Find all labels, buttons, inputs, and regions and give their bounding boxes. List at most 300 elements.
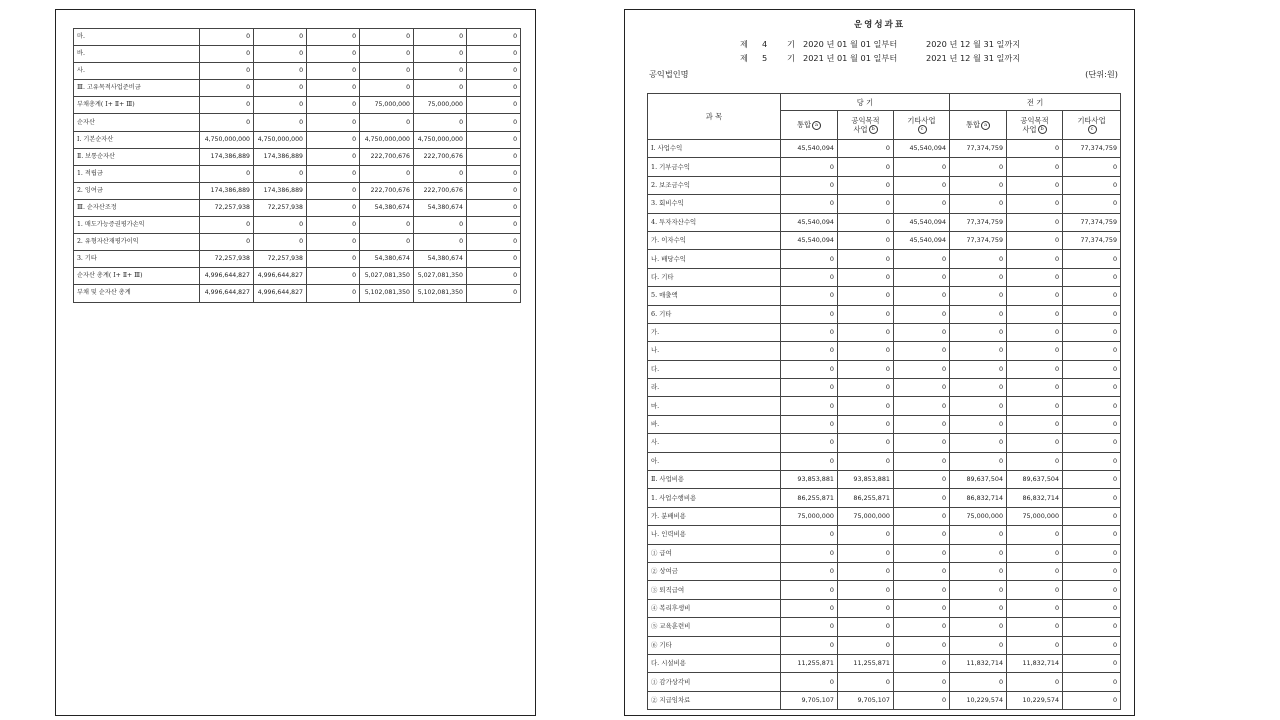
amount-cell: 0 xyxy=(894,489,950,507)
table-row xyxy=(648,250,1121,268)
amount-cell: 0 xyxy=(894,562,950,580)
amount-cell: 0 xyxy=(1063,618,1121,636)
amount-cell: 0 xyxy=(1063,195,1121,213)
amount-cell: 0 xyxy=(894,618,950,636)
amount-cell: 0 xyxy=(950,195,1007,213)
amount-cell: 0 xyxy=(1063,287,1121,305)
amount-cell: 222,700,676 xyxy=(360,182,414,199)
table-row xyxy=(648,581,1121,599)
amount-cell: 0 xyxy=(894,268,950,286)
table-row xyxy=(74,199,521,216)
row-label: Ⅲ. 순자산조정 xyxy=(74,199,200,216)
table-row xyxy=(648,471,1121,489)
amount-cell: 0 xyxy=(414,217,467,234)
row-label: 바. xyxy=(648,415,781,433)
amount-cell: 0 xyxy=(414,29,467,46)
amount-cell: 0 xyxy=(467,114,521,131)
amount-cell: 0 xyxy=(894,526,950,544)
amount-cell: 0 xyxy=(838,562,894,580)
amount-cell: 0 xyxy=(1007,213,1063,231)
amount-cell: 0 xyxy=(781,618,838,636)
amount-cell: 0 xyxy=(894,507,950,525)
amount-cell: 0 xyxy=(360,80,414,97)
amount-cell: 0 xyxy=(894,397,950,415)
amount-cell: 54,380,674 xyxy=(360,251,414,268)
amount-cell: 0 xyxy=(894,323,950,341)
amount-cell: 0 xyxy=(838,434,894,452)
table-row xyxy=(74,63,521,80)
table-row xyxy=(74,46,521,63)
amount-cell: 0 xyxy=(360,114,414,131)
amount-cell: 0 xyxy=(307,285,360,302)
table-row xyxy=(74,114,521,131)
amount-cell: 0 xyxy=(781,599,838,617)
amount-cell: 0 xyxy=(1063,323,1121,341)
amount-cell: 0 xyxy=(894,654,950,672)
amount-cell: 0 xyxy=(360,29,414,46)
amount-cell: 0 xyxy=(838,158,894,176)
amount-cell: 0 xyxy=(1007,140,1063,158)
amount-cell: 0 xyxy=(1007,434,1063,452)
row-label: 다. 기타 xyxy=(648,268,781,286)
amount-cell: 0 xyxy=(838,323,894,341)
amount-cell: 0 xyxy=(950,397,1007,415)
corporation-name-label: 공익법인명 xyxy=(649,69,689,79)
amount-cell: 0 xyxy=(838,673,894,691)
amount-cell: 0 xyxy=(254,46,307,63)
row-label: 3. 기타 xyxy=(74,251,200,268)
amount-cell: 0 xyxy=(1007,618,1063,636)
amount-cell: 0 xyxy=(838,379,894,397)
amount-cell: 4,750,000,000 xyxy=(254,131,307,148)
amount-cell: 0 xyxy=(894,305,950,323)
table-row xyxy=(74,217,521,234)
fiscal-period-current: 제 4 기 2020 년 01 월 01 일부터 2020 년 12 월 31 일까지 xyxy=(740,39,1021,49)
amount-cell: 54,380,674 xyxy=(414,251,467,268)
amount-cell: 0 xyxy=(838,231,894,249)
amount-cell: 4,750,000,000 xyxy=(360,131,414,148)
row-label: 순자산 xyxy=(74,114,200,131)
row-label: Ⅰ. 사업수익 xyxy=(648,140,781,158)
table-row xyxy=(648,231,1121,249)
table-row xyxy=(648,195,1121,213)
amount-cell: 0 xyxy=(1007,176,1063,194)
amount-cell: 45,540,094 xyxy=(894,231,950,249)
amount-cell: 0 xyxy=(950,176,1007,194)
amount-cell: 0 xyxy=(1063,176,1121,194)
amount-cell: 86,832,714 xyxy=(950,489,1007,507)
amount-cell: 0 xyxy=(950,268,1007,286)
amount-cell: 0 xyxy=(894,379,950,397)
amount-cell: 0 xyxy=(200,114,254,131)
amount-cell: 0 xyxy=(894,544,950,562)
row-label: ① 급여 xyxy=(648,544,781,562)
table-row xyxy=(648,305,1121,323)
amount-cell: 0 xyxy=(894,287,950,305)
amount-cell: 0 xyxy=(894,250,950,268)
amount-cell: 0 xyxy=(307,114,360,131)
amount-cell: 0 xyxy=(1007,415,1063,433)
amount-cell: 0 xyxy=(1007,562,1063,580)
amount-cell: 54,380,674 xyxy=(414,199,467,216)
amount-cell: 0 xyxy=(838,250,894,268)
amount-cell: 0 xyxy=(467,199,521,216)
amount-cell: 0 xyxy=(200,46,254,63)
row-label: 가. 이자수익 xyxy=(648,231,781,249)
amount-cell: 0 xyxy=(467,268,521,285)
amount-cell: 0 xyxy=(467,148,521,165)
row-label: 1. 기부금수익 xyxy=(648,158,781,176)
table-row xyxy=(648,397,1121,415)
amount-cell: 0 xyxy=(467,80,521,97)
amount-cell: 0 xyxy=(950,305,1007,323)
amount-cell: 0 xyxy=(781,268,838,286)
amount-cell: 222,700,676 xyxy=(360,148,414,165)
row-label: 부채 및 순자산 총계 xyxy=(74,285,200,302)
amount-cell: 0 xyxy=(894,360,950,378)
table-row xyxy=(74,285,521,302)
amount-cell: 89,637,504 xyxy=(1007,471,1063,489)
amount-cell: 0 xyxy=(950,562,1007,580)
table-row xyxy=(648,562,1121,580)
table-row xyxy=(648,415,1121,433)
amount-cell: 9,705,107 xyxy=(838,691,894,709)
amount-cell: 0 xyxy=(894,415,950,433)
amount-cell: 75,000,000 xyxy=(781,507,838,525)
amount-cell: 0 xyxy=(1007,231,1063,249)
row-label: 부채총계( Ⅰ+ Ⅱ+ Ⅲ) xyxy=(74,97,200,114)
amount-cell: 0 xyxy=(838,599,894,617)
amount-cell: 45,540,094 xyxy=(781,231,838,249)
amount-cell: 0 xyxy=(414,165,467,182)
row-label: 바. xyxy=(74,46,200,63)
row-label: 나. 인력비용 xyxy=(648,526,781,544)
amount-cell: 86,832,714 xyxy=(1007,489,1063,507)
amount-cell: 0 xyxy=(467,251,521,268)
amount-cell: 0 xyxy=(1007,526,1063,544)
table-row xyxy=(74,80,521,97)
row-label: ② 상여금 xyxy=(648,562,781,580)
amount-cell: 0 xyxy=(950,452,1007,470)
amount-cell: 0 xyxy=(950,636,1007,654)
amount-cell: 0 xyxy=(838,268,894,286)
table-row xyxy=(648,452,1121,470)
table-row xyxy=(74,97,521,114)
header-other-business: 기타사업 c xyxy=(894,111,950,140)
amount-cell: 0 xyxy=(1063,379,1121,397)
amount-cell: 0 xyxy=(838,305,894,323)
row-label: ② 지급임차료 xyxy=(648,691,781,709)
amount-cell: 0 xyxy=(950,415,1007,433)
amount-cell: 0 xyxy=(781,452,838,470)
amount-cell: 174,386,889 xyxy=(254,148,307,165)
amount-cell: 0 xyxy=(200,80,254,97)
page-title: 운영성과표 xyxy=(853,20,906,30)
amount-cell: 0 xyxy=(894,691,950,709)
row-label: 1. 사업수행비용 xyxy=(648,489,781,507)
amount-cell: 0 xyxy=(307,148,360,165)
amount-cell: 0 xyxy=(894,636,950,654)
amount-cell: 0 xyxy=(360,165,414,182)
amount-cell: 0 xyxy=(360,234,414,251)
amount-cell: 0 xyxy=(1063,581,1121,599)
table-row xyxy=(648,323,1121,341)
table-row xyxy=(648,489,1121,507)
amount-cell: 10,229,574 xyxy=(1007,691,1063,709)
amount-cell: 75,000,000 xyxy=(414,97,467,114)
amount-cell: 0 xyxy=(894,673,950,691)
amount-cell: 0 xyxy=(781,397,838,415)
amount-cell: 54,380,674 xyxy=(360,199,414,216)
amount-cell: 0 xyxy=(200,63,254,80)
amount-cell: 0 xyxy=(467,131,521,148)
amount-cell: 0 xyxy=(950,581,1007,599)
amount-cell: 0 xyxy=(307,199,360,216)
amount-cell: 0 xyxy=(781,342,838,360)
amount-cell: 0 xyxy=(950,342,1007,360)
amount-cell: 11,832,714 xyxy=(1007,654,1063,672)
amount-cell: 0 xyxy=(950,287,1007,305)
balance-sheet-page xyxy=(55,9,536,716)
amount-cell: 0 xyxy=(1063,489,1121,507)
amount-cell: 0 xyxy=(1007,544,1063,562)
table-row xyxy=(74,148,521,165)
amount-cell: 0 xyxy=(781,562,838,580)
row-label: 3. 회비수익 xyxy=(648,195,781,213)
amount-cell: 0 xyxy=(781,544,838,562)
amount-cell: 0 xyxy=(950,434,1007,452)
amount-cell: 0 xyxy=(950,323,1007,341)
amount-cell: 0 xyxy=(414,80,467,97)
amount-cell: 9,705,107 xyxy=(781,691,838,709)
amount-cell: 72,257,938 xyxy=(200,251,254,268)
amount-cell: 0 xyxy=(1063,397,1121,415)
amount-cell: 0 xyxy=(950,379,1007,397)
amount-cell: 174,386,889 xyxy=(254,182,307,199)
table-row xyxy=(74,182,521,199)
amount-cell: 11,255,871 xyxy=(838,654,894,672)
header-integrated: 통합 a xyxy=(781,111,838,140)
amount-cell: 93,853,881 xyxy=(838,471,894,489)
amount-cell: 0 xyxy=(1007,287,1063,305)
balance-sheet-table xyxy=(73,28,521,303)
amount-cell: 75,000,000 xyxy=(1007,507,1063,525)
circle-c-icon: c xyxy=(918,125,927,134)
amount-cell: 0 xyxy=(894,195,950,213)
amount-cell: 0 xyxy=(360,217,414,234)
operating-results-page xyxy=(624,9,1135,716)
amount-cell: 0 xyxy=(838,581,894,599)
amount-cell: 0 xyxy=(781,195,838,213)
amount-cell: 0 xyxy=(950,618,1007,636)
table-row xyxy=(648,599,1121,617)
amount-cell: 0 xyxy=(1007,452,1063,470)
amount-cell: 174,386,889 xyxy=(200,182,254,199)
amount-cell: 0 xyxy=(838,360,894,378)
amount-cell: 0 xyxy=(950,673,1007,691)
amount-cell: 0 xyxy=(254,29,307,46)
amount-cell: 0 xyxy=(838,544,894,562)
row-label: 6. 기타 xyxy=(648,305,781,323)
table-row xyxy=(74,268,521,285)
amount-cell: 0 xyxy=(254,63,307,80)
amount-cell: 86,255,871 xyxy=(781,489,838,507)
amount-cell: 77,374,759 xyxy=(950,140,1007,158)
amount-cell: 0 xyxy=(1063,507,1121,525)
amount-cell: 45,540,094 xyxy=(894,140,950,158)
amount-cell: 0 xyxy=(307,131,360,148)
table-row xyxy=(648,342,1121,360)
amount-cell: 0 xyxy=(1063,158,1121,176)
amount-cell: 0 xyxy=(414,63,467,80)
amount-cell: 0 xyxy=(254,234,307,251)
amount-cell: 0 xyxy=(414,114,467,131)
amount-cell: 10,229,574 xyxy=(950,691,1007,709)
amount-cell: 0 xyxy=(1007,360,1063,378)
amount-cell: 89,637,504 xyxy=(950,471,1007,489)
amount-cell: 0 xyxy=(838,452,894,470)
amount-cell: 0 xyxy=(781,581,838,599)
amount-cell: 4,750,000,000 xyxy=(414,131,467,148)
amount-cell: 0 xyxy=(307,217,360,234)
amount-cell: 4,996,644,827 xyxy=(200,285,254,302)
amount-cell: 0 xyxy=(894,471,950,489)
amount-cell: 0 xyxy=(781,526,838,544)
table-row xyxy=(648,544,1121,562)
row-label: 2. 잉여금 xyxy=(74,182,200,199)
amount-cell: 0 xyxy=(307,63,360,80)
row-label: ① 감가상각비 xyxy=(648,673,781,691)
amount-cell: 0 xyxy=(950,544,1007,562)
amount-cell: 77,374,759 xyxy=(1063,213,1121,231)
amount-cell: 0 xyxy=(1007,195,1063,213)
amount-cell: 93,853,881 xyxy=(781,471,838,489)
amount-cell: 0 xyxy=(254,97,307,114)
row-label: 마. xyxy=(74,29,200,46)
amount-cell: 0 xyxy=(1007,158,1063,176)
circle-a-icon: a xyxy=(812,121,821,130)
header-other-business-prior: 기타사업 c xyxy=(1063,111,1121,140)
amount-cell: 0 xyxy=(200,165,254,182)
header-prior-period: 전 기 xyxy=(950,94,1121,111)
amount-cell: 0 xyxy=(1007,581,1063,599)
row-label: 1. 매도가능증권평가손익 xyxy=(74,217,200,234)
amount-cell: 75,000,000 xyxy=(950,507,1007,525)
amount-cell: 4,996,644,827 xyxy=(254,285,307,302)
amount-cell: 0 xyxy=(894,452,950,470)
amount-cell: 4,996,644,827 xyxy=(200,268,254,285)
amount-cell: 0 xyxy=(781,250,838,268)
row-label: 가. 분배비용 xyxy=(648,507,781,525)
amount-cell: 11,832,714 xyxy=(950,654,1007,672)
table-row xyxy=(74,234,521,251)
amount-cell: 0 xyxy=(838,526,894,544)
amount-cell: 0 xyxy=(1007,673,1063,691)
header-current-period: 당 기 xyxy=(781,94,950,111)
amount-cell: 45,540,094 xyxy=(781,140,838,158)
amount-cell: 0 xyxy=(467,165,521,182)
row-label: Ⅱ. 사업비용 xyxy=(648,471,781,489)
amount-cell: 0 xyxy=(838,618,894,636)
amount-cell: 0 xyxy=(1007,397,1063,415)
row-label: 라. xyxy=(648,379,781,397)
table-row xyxy=(648,636,1121,654)
row-label: ③ 퇴직급여 xyxy=(648,581,781,599)
amount-cell: 0 xyxy=(254,217,307,234)
amount-cell: 0 xyxy=(838,636,894,654)
table-row xyxy=(648,507,1121,525)
amount-cell: 0 xyxy=(1063,434,1121,452)
amount-cell: 222,700,676 xyxy=(414,182,467,199)
amount-cell: 0 xyxy=(254,80,307,97)
header-integrated-prior: 통합 a xyxy=(950,111,1007,140)
header-subject: 과 목 xyxy=(648,94,781,140)
amount-cell: 0 xyxy=(414,46,467,63)
table-row xyxy=(648,618,1121,636)
amount-cell: 0 xyxy=(781,379,838,397)
circle-b-icon: b xyxy=(869,125,878,134)
amount-cell: 75,000,000 xyxy=(360,97,414,114)
amount-cell: 0 xyxy=(1007,379,1063,397)
amount-cell: 0 xyxy=(1063,360,1121,378)
table-row xyxy=(648,360,1121,378)
unit-label: (단위:원) xyxy=(1085,69,1118,79)
table-row xyxy=(648,526,1121,544)
row-label: ⑤ 교육훈련비 xyxy=(648,618,781,636)
table-row xyxy=(648,158,1121,176)
amount-cell: 0 xyxy=(950,158,1007,176)
amount-cell: 0 xyxy=(838,397,894,415)
amount-cell: 0 xyxy=(1007,323,1063,341)
table-row xyxy=(648,287,1121,305)
amount-cell: 0 xyxy=(1063,305,1121,323)
circle-c-icon: c xyxy=(1088,125,1097,134)
amount-cell: 0 xyxy=(781,434,838,452)
amount-cell: 0 xyxy=(1063,452,1121,470)
amount-cell: 0 xyxy=(467,182,521,199)
amount-cell: 11,255,871 xyxy=(781,654,838,672)
amount-cell: 0 xyxy=(467,234,521,251)
amount-cell: 0 xyxy=(467,97,521,114)
row-label: Ⅱ. 보통순자산 xyxy=(74,148,200,165)
amount-cell: 0 xyxy=(1007,305,1063,323)
amount-cell: 0 xyxy=(1063,415,1121,433)
amount-cell: 0 xyxy=(781,176,838,194)
amount-cell: 75,000,000 xyxy=(838,507,894,525)
amount-cell: 86,255,871 xyxy=(838,489,894,507)
amount-cell: 0 xyxy=(200,29,254,46)
amount-cell: 0 xyxy=(894,176,950,194)
amount-cell: 0 xyxy=(307,268,360,285)
table-row xyxy=(648,213,1121,231)
amount-cell: 4,750,000,000 xyxy=(200,131,254,148)
amount-cell: 0 xyxy=(1063,636,1121,654)
row-label: Ⅲ. 고유목적사업준비금 xyxy=(74,80,200,97)
table-row xyxy=(648,673,1121,691)
row-label: 5. 매출액 xyxy=(648,287,781,305)
amount-cell: 0 xyxy=(307,46,360,63)
row-label: 가. xyxy=(648,323,781,341)
row-label: 2. 보조금수익 xyxy=(648,176,781,194)
amount-cell: 5,102,081,350 xyxy=(360,285,414,302)
amount-cell: 0 xyxy=(1007,599,1063,617)
amount-cell: 0 xyxy=(894,342,950,360)
amount-cell: 0 xyxy=(254,165,307,182)
amount-cell: 0 xyxy=(950,599,1007,617)
circle-a-icon: a xyxy=(981,121,990,130)
row-label: 아. xyxy=(648,452,781,470)
amount-cell: 0 xyxy=(1063,250,1121,268)
